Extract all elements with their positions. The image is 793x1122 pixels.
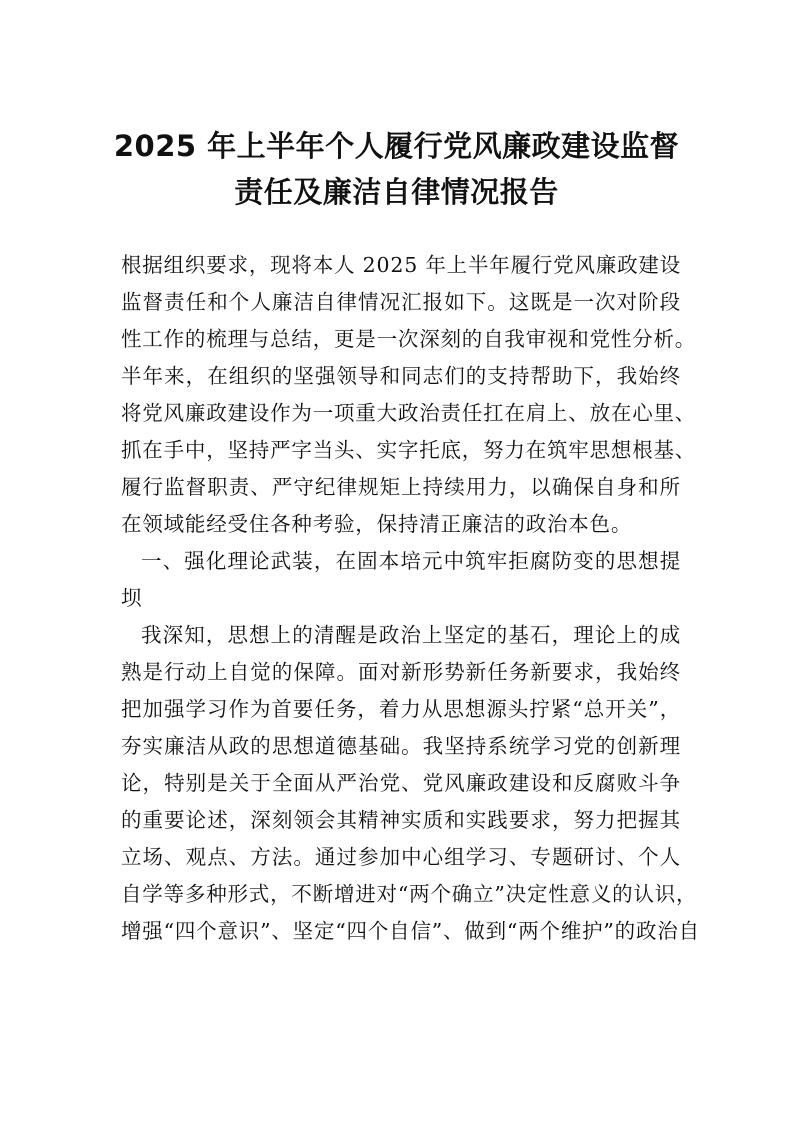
section-heading-line: 一、强化理论武装，在固本培元中筑牢拒腐防变的思想提 xyxy=(141,549,681,573)
body-line: 自学等多种形式，不断增进对“两个确立”决定性意义的认识， xyxy=(121,882,698,906)
body-line: 夯实廉洁从政的思想道德基础。我坚持系统学习党的创新理 xyxy=(121,734,681,758)
title-line-1: 2025 年上半年个人履行党风廉政建设监督 xyxy=(113,129,680,163)
title-line-2: 责任及廉洁自律情况报告 xyxy=(234,175,559,209)
body-line: 监督责任和个人廉洁自律情况汇报如下。这既是一次对阶段 xyxy=(121,290,681,314)
body-line: 履行监督职责、严守纪律规矩上持续用力，以确保自身和所 xyxy=(121,475,681,499)
body-line: 我深知，思想上的清醒是政治上坚定的基石，理论上的成 xyxy=(141,623,681,647)
body-line: 熟是行动上自觉的保障。面对新形势新任务新要求，我始终 xyxy=(121,660,681,684)
body-line: 的重要论述，深刻领会其精神实质和实践要求，努力把握其 xyxy=(121,808,681,832)
body-line: 半年来，在组织的坚强领导和同志们的支持帮助下，我始终 xyxy=(121,364,681,388)
body-line: 根据组织要求，现将本人 2025 年上半年履行党风廉政建设 xyxy=(121,253,681,277)
body-line: 增强“四个意识”、坚定“四个自信”、做到“两个维护”的政治自 xyxy=(121,919,700,943)
body-line: 将党风廉政建设作为一项重大政治责任扛在肩上、放在心里、 xyxy=(121,401,697,425)
body-line: 抓在手中，坚持严字当头、实字托底，努力在筑牢思想根基、 xyxy=(121,438,697,462)
body-line: 论，特别是关于全面从严治党、党风廉政建设和反腐败斗争 xyxy=(121,771,681,795)
body-line: 在领域能经受住各种考验，保持清正廉洁的政治本色。 xyxy=(121,512,633,536)
body-line: 性工作的梳理与总结，更是一次深刻的自我审视和党性分析。 xyxy=(121,327,697,351)
section-heading-line: 坝 xyxy=(121,586,143,610)
body-line: 立场、观点、方法。通过参加中心组学习、专题研讨、个人 xyxy=(121,845,681,869)
body-line: 把加强学习作为首要任务，着力从思想源头拧紧“总开关”， xyxy=(121,697,681,721)
